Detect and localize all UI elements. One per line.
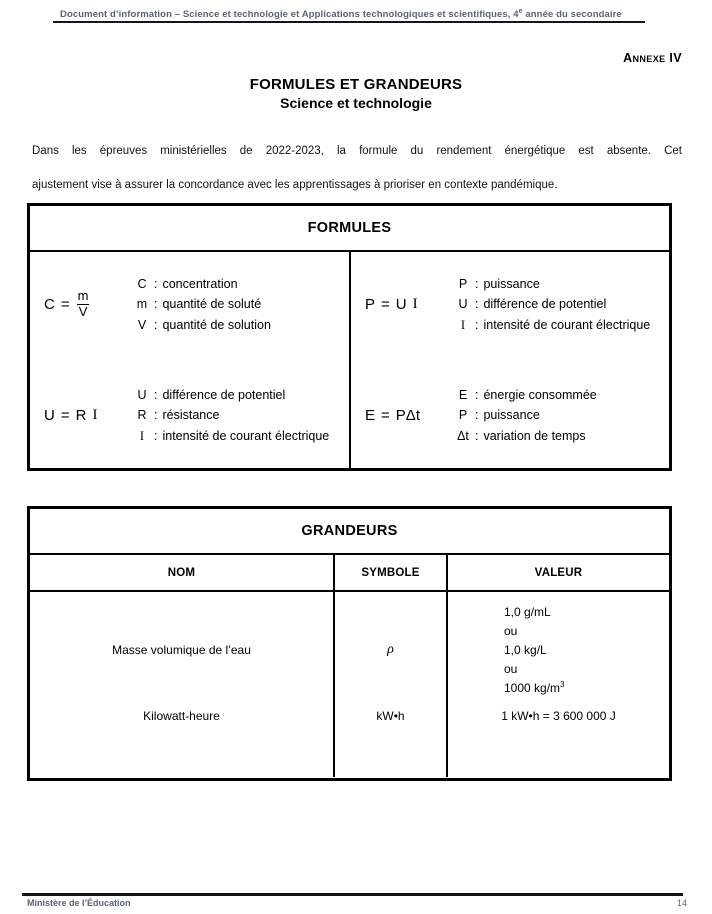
formula-cell-concentration <box>30 258 349 351</box>
formula-cell-power <box>351 258 669 351</box>
running-header-text-after: année du secondaire <box>522 9 622 20</box>
formula-legend <box>132 274 349 336</box>
valeur-line: ou <box>504 623 518 638</box>
fraction-m-over-v <box>76 289 91 320</box>
legend-row <box>132 426 349 447</box>
grandeurs-table-body <box>30 592 669 777</box>
legend-description: intensité de courant électrique <box>483 317 651 332</box>
cell-nom-masse-volumique: Masse volumique de l’eau <box>112 643 251 657</box>
formula-concentration <box>30 289 132 320</box>
cell-valeur-masse-volumique <box>448 600 669 700</box>
legend-colon: : <box>475 408 479 423</box>
intro-line-1: Dans les épreuves ministérielles de 2022-2023, la formule du rendement énergétique est absente. Cet <box>32 145 682 157</box>
equals-sign: = <box>381 407 390 424</box>
formules-table-body <box>30 252 669 468</box>
legend-row <box>453 426 669 447</box>
legend-row <box>132 315 349 336</box>
formula-rhs2: I <box>412 296 418 312</box>
legend-description: concentration <box>162 276 238 291</box>
legend-row <box>453 294 669 315</box>
formula-legend <box>453 385 669 447</box>
legend-description: puissance <box>483 276 540 291</box>
legend-symbol: U <box>137 387 147 402</box>
legend-description: variation de temps <box>483 428 586 443</box>
running-header <box>60 9 680 20</box>
formula-legend <box>132 385 349 447</box>
formules-table-title: FORMULES <box>30 206 669 252</box>
valeur-line-superscript: 3 <box>560 679 565 689</box>
legend-symbol: E <box>458 387 468 402</box>
fraction-numerator: m <box>77 288 89 304</box>
column-header-nom: NOM <box>30 555 335 590</box>
legend-colon: : <box>475 276 479 291</box>
grandeurs-symbole-column <box>335 592 448 777</box>
legend-symbol: Δt <box>457 428 469 443</box>
formula-legend <box>453 274 669 336</box>
legend-colon: : <box>154 408 158 423</box>
cell-nom-kilowatt-heure: Kilowatt-heure <box>143 709 220 723</box>
grandeurs-nom-column <box>30 592 335 777</box>
legend-row <box>132 294 349 315</box>
legend-row <box>453 315 669 336</box>
intro-paragraph <box>32 143 682 194</box>
legend-description: différence de potentiel <box>162 387 286 402</box>
legend-colon: : <box>475 297 479 312</box>
formula-rhs2: Δt <box>405 407 420 424</box>
formula-cell-ohm-law <box>30 369 349 462</box>
legend-row <box>132 405 349 426</box>
header-rule <box>53 21 645 23</box>
valeur-lines <box>504 603 565 698</box>
legend-description: quantité de soluté <box>162 297 262 312</box>
equals-sign: = <box>60 407 70 424</box>
running-footer: Ministère de l’Éducation <box>27 898 131 908</box>
legend-colon: : <box>154 297 158 312</box>
grandeurs-table <box>27 506 672 781</box>
legend-row <box>453 405 669 426</box>
formules-table <box>27 203 672 471</box>
legend-colon: : <box>154 428 158 443</box>
fraction-denominator: V <box>78 304 88 319</box>
running-header-text: Document d’information – Science et technologie et Applications technologiques et scientifiques, 4 <box>60 9 519 20</box>
footer-rule <box>22 893 683 896</box>
annexe-label: Annexe IV <box>623 51 682 65</box>
formula-energy <box>351 407 453 424</box>
formula-lhs: E <box>365 407 376 424</box>
formula-lhs: P <box>365 296 376 313</box>
legend-colon: : <box>154 276 158 291</box>
cell-symbole-kwh: kW•h <box>376 709 405 723</box>
valeur-line: ou <box>504 661 518 676</box>
cell-valeur-kwh: 1 kW•h = 3 600 000 J <box>501 709 616 723</box>
legend-description: intensité de courant électrique <box>162 428 330 443</box>
formula-lhs: C <box>44 296 55 313</box>
legend-symbol: U <box>458 297 468 312</box>
legend-description: résistance <box>162 408 220 423</box>
valeur-line-base: 1000 kg/m <box>504 680 561 695</box>
legend-row <box>453 274 669 295</box>
grandeurs-table-title: GRANDEURS <box>30 509 669 555</box>
formula-power <box>351 296 453 313</box>
column-header-symbole: SYMBOLE <box>335 555 448 590</box>
legend-symbol: V <box>137 317 147 332</box>
formules-right-column <box>351 252 669 468</box>
legend-colon: : <box>475 387 479 402</box>
formula-lhs: U <box>44 407 55 424</box>
legend-description: différence de potentiel <box>483 297 607 312</box>
grandeurs-column-headers <box>30 555 669 592</box>
equals-sign: = <box>60 296 70 313</box>
page-title: FORMULES ET GRANDEURS <box>249 76 463 93</box>
formula-ohm-law <box>30 407 132 424</box>
column-header-valeur: VALEUR <box>534 566 583 579</box>
legend-row <box>132 274 349 295</box>
formula-cell-energy <box>351 369 669 462</box>
legend-description: quantité de solution <box>162 317 271 332</box>
page-subtitle: Science et technologie <box>280 95 432 111</box>
legend-colon: : <box>475 428 479 443</box>
formules-left-column <box>30 252 351 468</box>
legend-row <box>132 385 349 406</box>
formula-rhs1: R <box>75 407 87 424</box>
valeur-line: 1,0 g/mL <box>504 604 551 619</box>
formula-rhs2: I <box>92 407 98 423</box>
grandeurs-valeur-column <box>448 592 669 777</box>
legend-description: puissance <box>483 408 540 423</box>
cell-symbole-rho: ρ <box>387 642 394 657</box>
formula-rhs1: P <box>395 407 406 424</box>
legend-symbol: P <box>458 408 468 423</box>
intro-line-2: ajustement vise à assurer la concordance avec les apprentissages à prioriser en contexte pandémique. <box>32 179 558 191</box>
legend-colon: : <box>154 317 158 332</box>
equals-sign: = <box>381 296 390 313</box>
running-header-superscript: e <box>518 7 523 15</box>
legend-symbol: C <box>137 276 147 291</box>
legend-symbol: I <box>139 428 145 443</box>
legend-colon: : <box>154 387 158 402</box>
page-number: 14 <box>676 898 687 908</box>
legend-symbol: m <box>136 297 148 312</box>
legend-symbol: R <box>137 408 147 423</box>
legend-symbol: P <box>458 276 468 291</box>
formula-rhs1: U <box>395 296 407 313</box>
formula-rhs-group <box>396 407 420 424</box>
legend-colon: : <box>475 317 479 332</box>
legend-description: énergie consommée <box>483 387 597 402</box>
valeur-line: 1,0 kg/L <box>504 642 547 657</box>
legend-row <box>453 385 669 406</box>
legend-symbol: I <box>460 317 466 332</box>
valeur-line <box>504 679 565 698</box>
